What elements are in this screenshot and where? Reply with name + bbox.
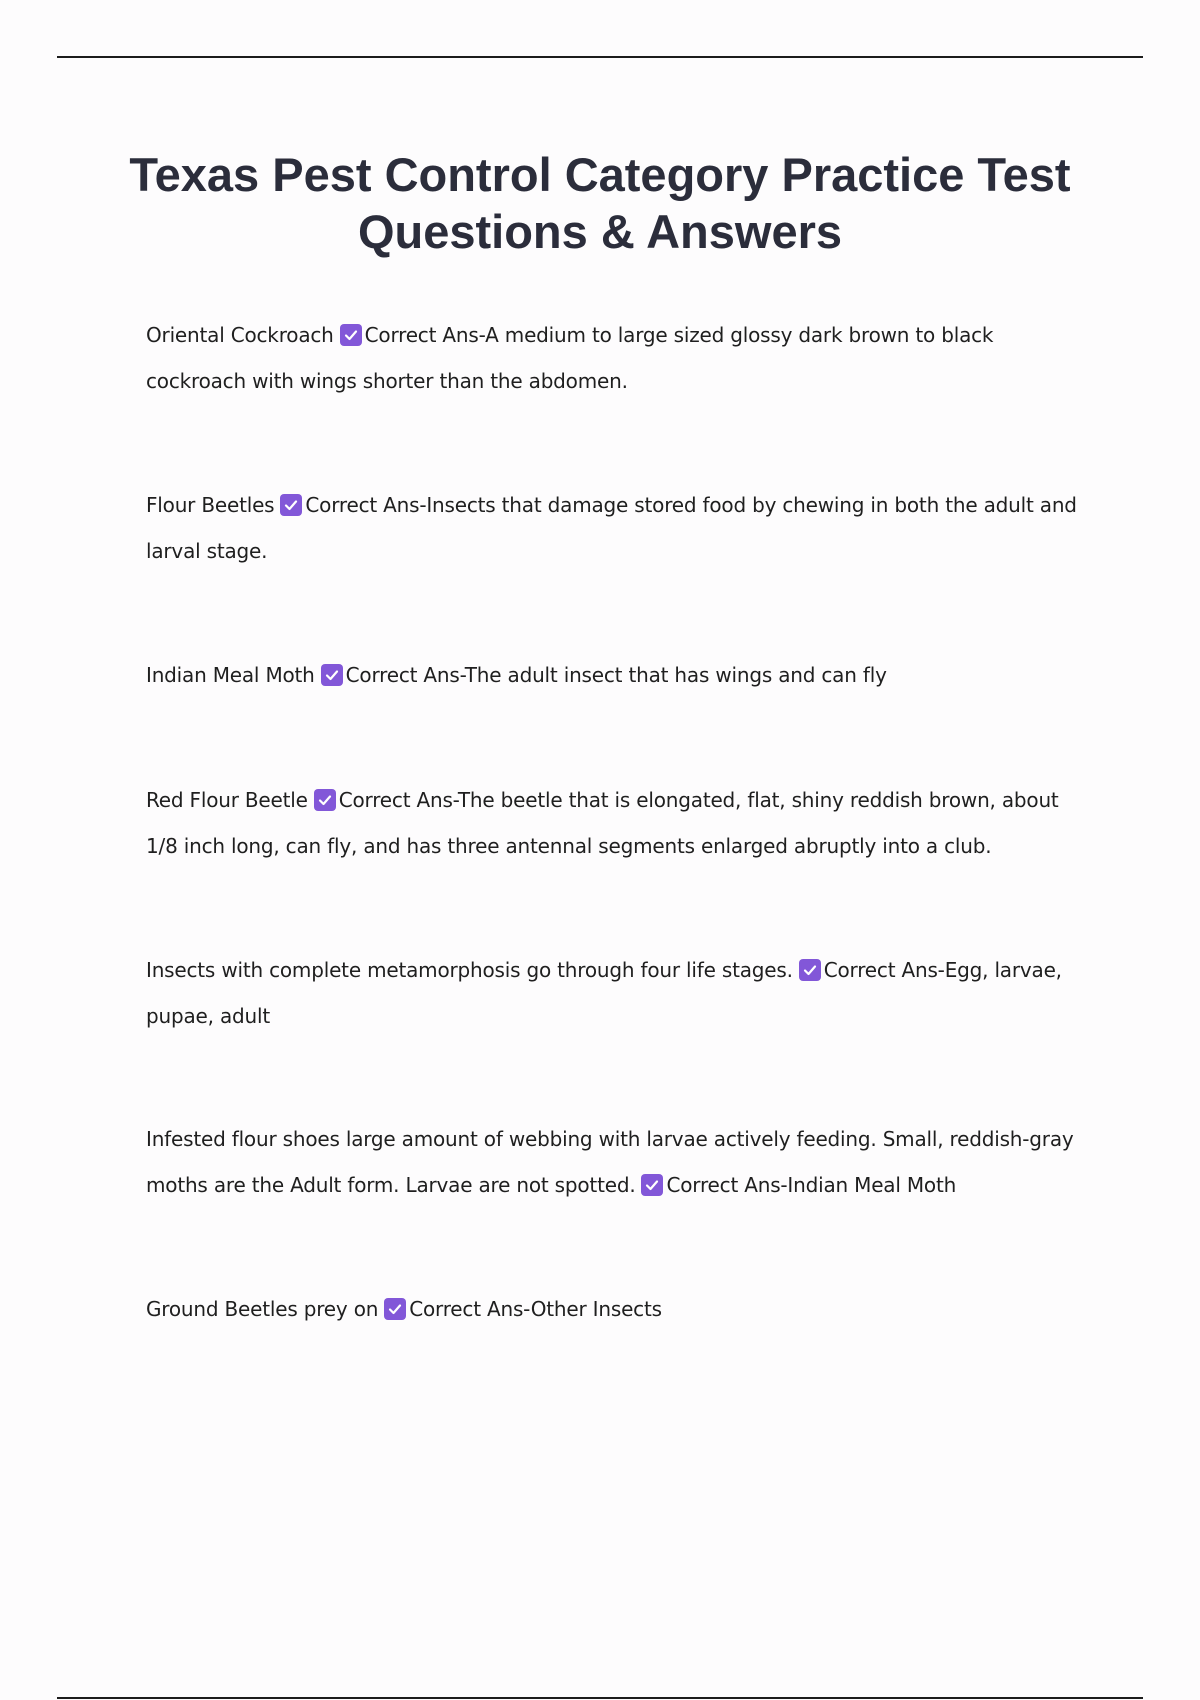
answer-text: Correct Ans-A medium to large sized glossy dark brown to black cockroach with wings shorter than the abdomen. (146, 323, 994, 393)
check-box-icon (641, 1174, 663, 1196)
answer-text: Correct Ans-Indian Meal Moth (666, 1173, 957, 1197)
page-title: Texas Pest Control Category Practice Test Questions & Answers (129, 148, 1071, 258)
answer-text: Correct Ans-Egg, larvae, pupae, adult (146, 958, 1062, 1028)
check-box-icon (384, 1298, 406, 1320)
question-text: Ground Beetles prey on (146, 1297, 379, 1321)
qa-item (146, 777, 1086, 869)
check-box-icon (340, 324, 362, 346)
qa-item (146, 482, 1086, 574)
qa-item (146, 1116, 1086, 1208)
question-text: Indian Meal Moth (146, 663, 315, 687)
qa-item (146, 652, 1086, 698)
check-box-icon (321, 664, 343, 686)
check-box-icon (280, 494, 302, 516)
qa-item (146, 312, 1086, 404)
question-text: Insects with complete metamorphosis go through four life stages. (146, 958, 793, 982)
answer-text: Correct Ans-Insects that damage stored food by chewing in both the adult and larval stage. (146, 493, 1077, 563)
question-text: Infested flour shoes large amount of webbing with larvae actively feeding. Small, reddish-gray moths are the Adult form. Larvae are not spotted. (146, 1127, 1074, 1197)
top-rule (57, 56, 1143, 58)
answer-text: Correct Ans-The adult insect that has wings and can fly (345, 663, 887, 687)
answer-text: Correct Ans-The beetle that is elongated, flat, shiny reddish brown, about 1/8 inch long, can fly, and has three antennal segments enlarged abruptly into a club. (146, 788, 1059, 858)
question-text: Oriental Cockroach (146, 323, 334, 347)
check-box-icon (799, 959, 821, 981)
question-text: Flour Beetles (146, 493, 275, 517)
check-box-icon (314, 789, 336, 811)
answer-text: Correct Ans-Other Insects (409, 1297, 662, 1321)
qa-item (146, 947, 1086, 1039)
bottom-rule (57, 1697, 1143, 1699)
qa-item (146, 1286, 1086, 1332)
question-text: Red Flour Beetle (146, 788, 308, 812)
